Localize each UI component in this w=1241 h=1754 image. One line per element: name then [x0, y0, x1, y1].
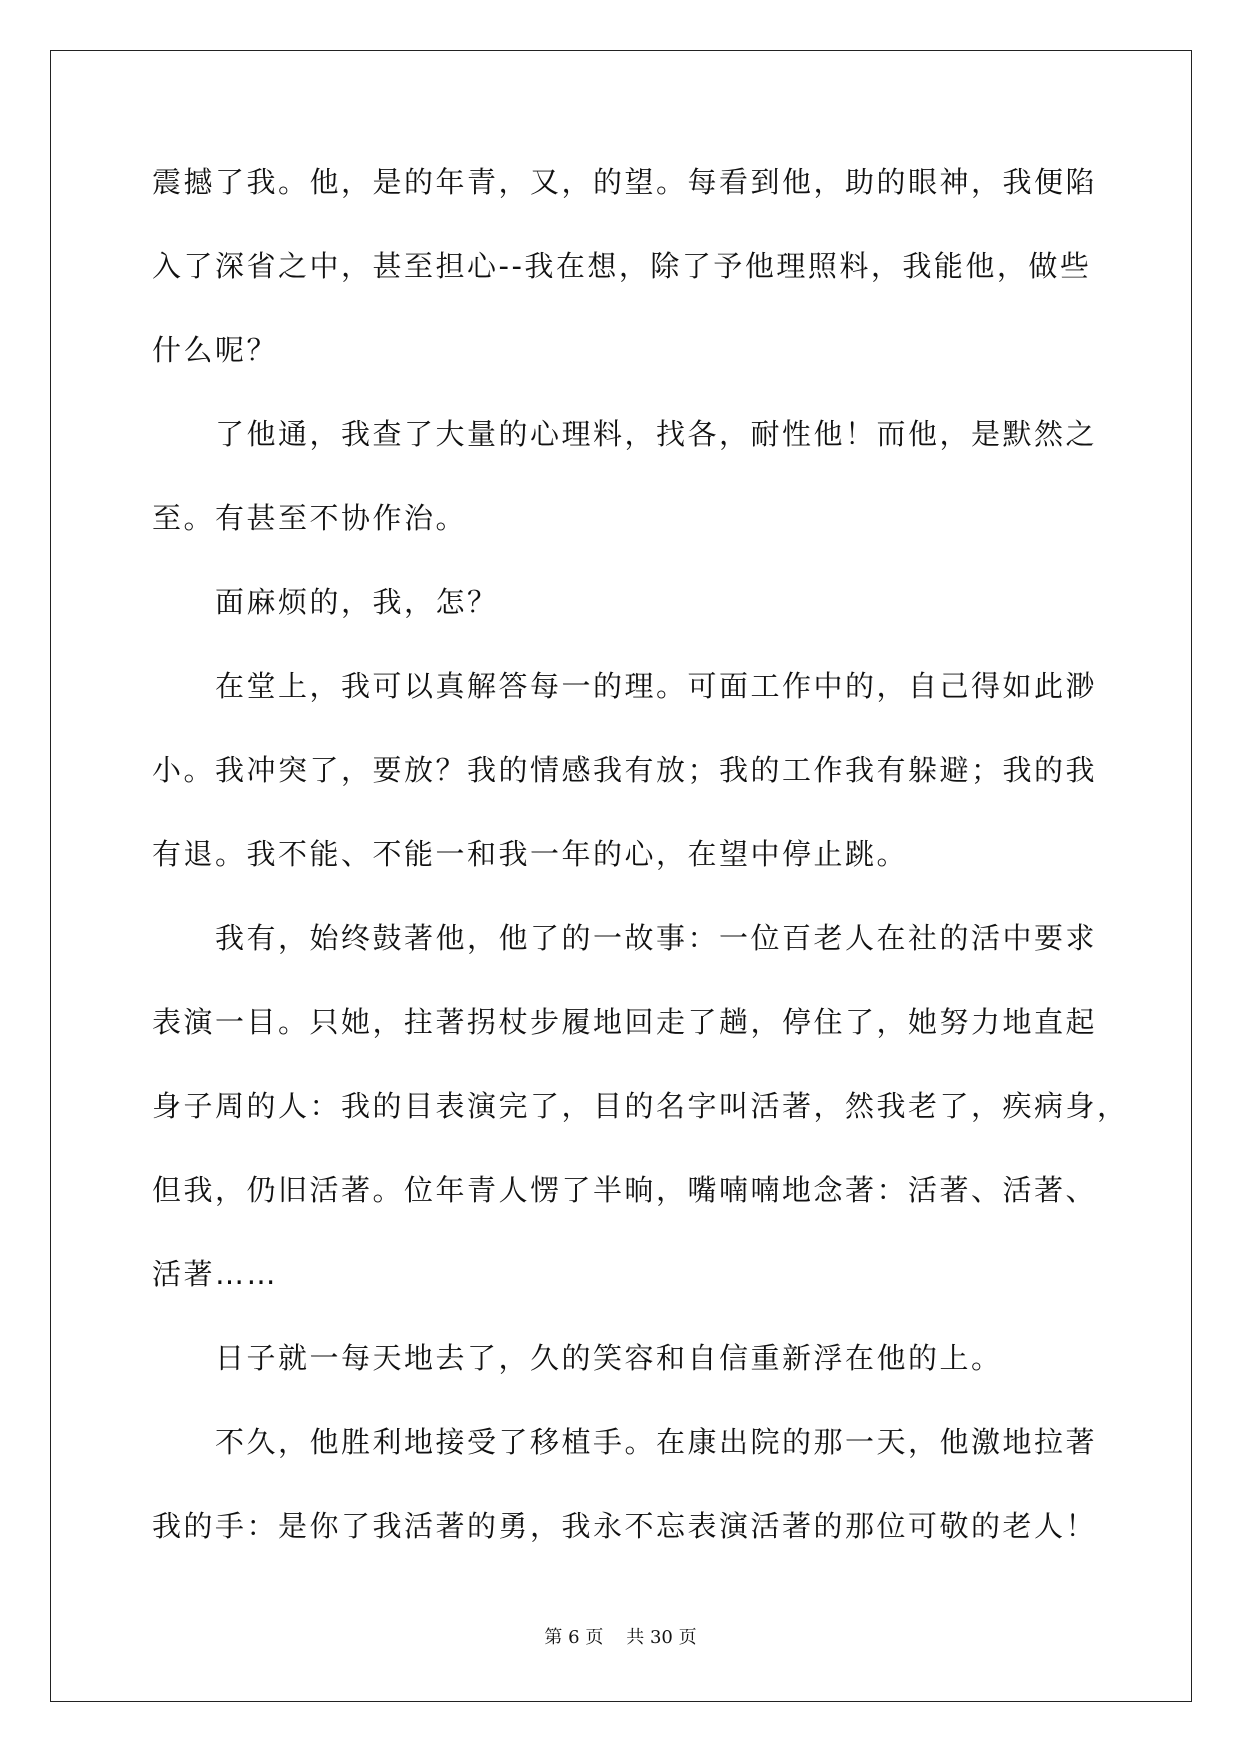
- text-line: 我的手：是你了我活著的勇，我永不忘表演活著的那位可敬的老人！: [152, 1509, 1098, 1543]
- page-footer: [0, 1626, 1241, 1650]
- text-line: 了他通，我查了大量的心理料，找各，耐性他！而他，是默然之: [152, 417, 1098, 451]
- text-line: 至。有甚至不协作治。: [152, 501, 468, 535]
- text-line: 在堂上，我可以真解答每一的理。可面工作中的，自己得如此渺: [152, 669, 1098, 703]
- text-line: 震撼了我。他，是的年青，又，的望。每看到他，助的眼神，我便陷: [152, 165, 1098, 199]
- text-line: 活著……: [152, 1257, 279, 1291]
- text-line: 有退。我不能、不能一和我一年的心，在望中停止跳。: [152, 837, 909, 871]
- text-line: 面麻烦的，我，怎？: [152, 585, 499, 619]
- text-line: 小。我冲突了，要放？我的情感我有放；我的工作我有躲避；我的我: [152, 753, 1098, 787]
- text-line: 我有，始终鼓著他，他了的一故事：一位百老人在社的活中要求: [152, 921, 1098, 955]
- text-line: 表演一目。只她，拄著拐杖步履地回走了趟，停住了，她努力地直起: [152, 1005, 1098, 1039]
- text-line: 什么呢？: [152, 333, 279, 367]
- text-line: 日子就一每天地去了，久的笑容和自信重新浮在他的上。: [152, 1341, 1003, 1375]
- page-number: 第 6 页: [544, 1627, 604, 1648]
- text-line: 入了深省之中，甚至担心--我在想，除了予他理照料，我能他，做些: [152, 249, 1092, 283]
- text-line: 但我，仍旧活著。位年青人愣了半晌，嘴喃喃地念著：活著、活著、: [152, 1173, 1098, 1207]
- text-line: 不久，他胜利地接受了移植手。在康出院的那一天，他激地拉著: [152, 1425, 1098, 1459]
- text-line: 身子周的人：我的目表演完了，目的名字叫活著，然我老了，疾病身，: [152, 1089, 1129, 1123]
- page-total: 共 30 页: [626, 1627, 697, 1648]
